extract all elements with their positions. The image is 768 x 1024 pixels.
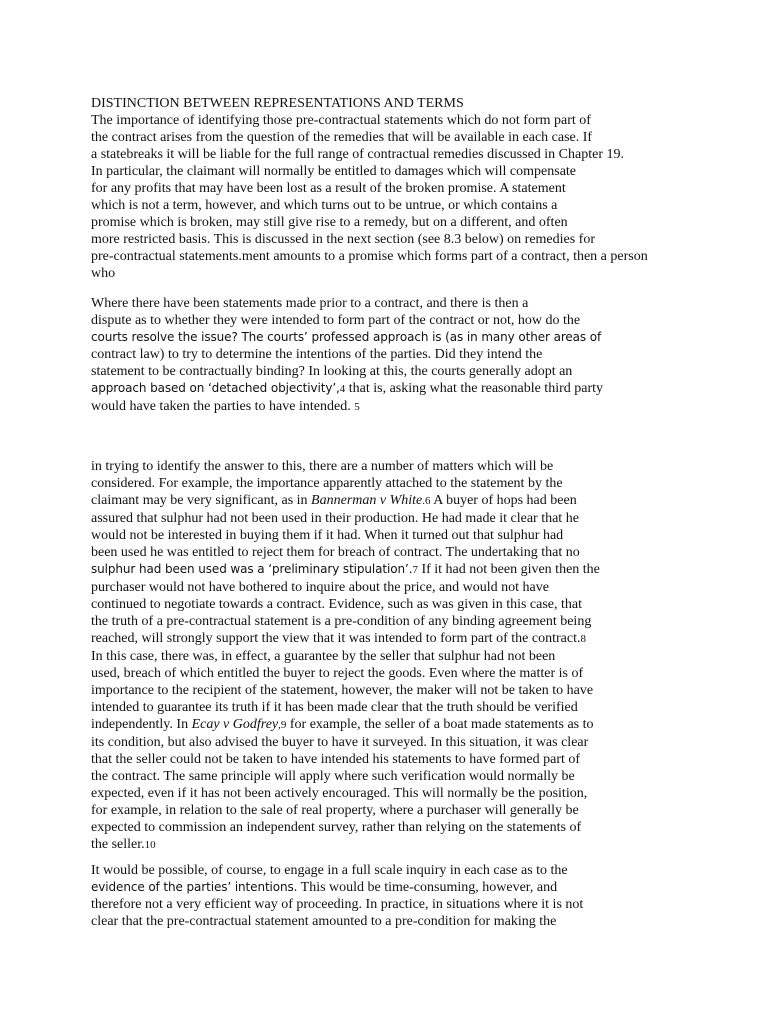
text-run: sulphur had been used was a ‘preliminary stipulation’. — [91, 562, 413, 576]
paragraph-1-line: more restricted basis. This is discussed in the next section (see 8.3 below) on remedies for — [91, 232, 596, 247]
case-name: Bannerman v White — [311, 493, 423, 508]
paragraph-3-line: the contract. The same principle will apply where such verification would normally be — [91, 769, 575, 784]
paragraph-1-line: the contract arises from the question of the remedies that will be available in each case. If — [91, 130, 593, 145]
paragraph-3-line: expected, even if it has not been actively encouraged. This will normally be the position, — [91, 786, 588, 801]
text-run: reached, will strongly support the view that it was intended to form part of the contract. — [91, 631, 581, 646]
paragraph-3-line: in trying to identify the answer to this, there are a number of matters which will be — [91, 459, 554, 474]
text-run: that is, asking what the reasonable third party — [345, 381, 604, 396]
text-run: approach based on ‘detached objectivity’, — [91, 381, 340, 395]
paragraph-1 — [91, 112, 648, 282]
paragraph-2-line — [91, 380, 603, 398]
paragraph-4-line: It would be possible, of course, to engage in a full scale inquiry in each case as to the — [91, 863, 568, 878]
case-name: Ecay v Godfrey — [191, 717, 279, 732]
paragraph-3-line: the truth of a pre-contractual statement is a pre-condition of any binding agreement being — [91, 614, 592, 629]
paragraph-3-line: purchaser would not have bothered to inquire about the price, and would not have — [91, 580, 549, 595]
paragraph-3-line: In this case, there was, in effect, a guarantee by the seller that sulphur had not been — [91, 649, 556, 664]
footnote-ref: 7 — [412, 564, 418, 576]
paragraph-3-line: continued to negotiate towards a contract. Evidence, such as was given in this case, that — [91, 597, 583, 612]
text-run: A buyer of hops had been — [430, 493, 577, 508]
paragraph-3-line: assured that sulphur had not been used in their production. He had made it clear that he — [91, 511, 579, 526]
paragraph-2-line: contract law) to try to determine the intentions of the parties. Did they intend the — [91, 347, 543, 362]
paragraph-2 — [91, 295, 603, 416]
footnote-ref: 4 — [339, 383, 346, 395]
paragraph-2-line: dispute as to whether they were intended to form part of the contract or not, how do the — [91, 313, 581, 328]
paragraph-3-line: its condition, but also advised the buyer to have it surveyed. In this situation, it was clear — [91, 735, 589, 750]
paragraph-3-line: that the seller could not be taken to have intended his statements to have formed part of — [91, 752, 581, 767]
section-block-1 — [91, 95, 648, 282]
text-run: If it had not been given then the — [417, 562, 600, 577]
footnote-ref: 5 — [354, 401, 360, 413]
text-run: would have taken the parties to have intended. — [91, 399, 355, 414]
paragraph-2-line: courts resolve the issue? The courts’ professed approach is (as in many other areas of — [91, 330, 602, 344]
paragraph-4 — [91, 862, 583, 930]
paragraph-3-line: expected to commission an independent survey, rather than relying on the statements of — [91, 820, 582, 835]
paragraph-2-line: statement to be contractually binding? In looking at this, the courts generally adopt an — [91, 364, 573, 379]
paragraph-2-line: Where there have been statements made prior to a contract, and there is then a — [91, 296, 529, 311]
paragraph-1-line: promise which is broken, may still give rise to a remedy, but on a different, and often — [91, 215, 568, 230]
footnote-ref: 8 — [580, 633, 586, 645]
paragraph-1-line: In particular, the claimant will normally be entitled to damages which will compensate — [91, 164, 577, 179]
section-heading: DISTINCTION BETWEEN REPRESENTATIONS AND TERMS — [91, 96, 464, 111]
paragraph-3-line: would not be interested in buying them if it had. When it turned out that sulphur had — [91, 528, 564, 543]
paragraph-3-line — [91, 716, 600, 734]
paragraph-3-line — [91, 836, 600, 854]
paragraph-4-line — [91, 879, 583, 896]
paragraph-3-line: considered. For example, the importance apparently attached to the statement by the — [91, 476, 563, 491]
paragraph-3-line — [91, 492, 600, 510]
paragraph-3 — [91, 458, 600, 854]
paragraph-1-line: The importance of identifying those pre-contractual statements which do not form part of — [91, 113, 591, 128]
paragraph-1-line: who — [91, 266, 116, 281]
paragraph-4-line: therefore not a very efficient way of proceeding. In practice, in situations where it is not — [91, 897, 584, 912]
paragraph-1-line: for any profits that may have been lost as a result of the broken promise. A statement — [91, 181, 566, 196]
paragraph-3-line — [91, 561, 600, 579]
text-run: claimant may be very significant, as in — [91, 493, 312, 508]
text-run: This would be time-consuming, however, and — [297, 880, 558, 895]
paragraph-3-line: intended to guarantee its truth if it has been made clear that the truth should be verified — [91, 700, 578, 715]
paragraph-1-line: pre-contractual statements.ment amounts to a promise which forms part of a contract, then a person — [91, 249, 648, 264]
text-run: evidence of the parties’ intentions. — [91, 880, 298, 894]
paragraph-1-line: a statebreaks it will be liable for the full range of contractual remedies discussed in Chapter 19. — [91, 147, 624, 162]
footnote-ref: ,9 — [278, 719, 287, 731]
paragraph-3-line: importance to the recipient of the statement, however, the maker will not be taken to have — [91, 683, 594, 698]
footnote-ref: .6 — [422, 495, 431, 507]
paragraph-1-line: which is not a term, however, and which turns out to be untrue, or which contains a — [91, 198, 558, 213]
paragraph-3-line — [91, 630, 600, 648]
text-run: the seller. — [91, 837, 145, 852]
paragraph-2-line — [91, 398, 603, 416]
paragraph-3-line: for example, in relation to the sale of real property, where a purchaser will generally be — [91, 803, 579, 818]
paragraph-4-line: clear that the pre-contractual statement amounted to a pre-condition for making the — [91, 914, 557, 929]
paragraph-3-line: been used he was entitled to reject them for breach of contract. The undertaking that no — [91, 545, 580, 560]
paragraph-3-line: used, breach of which entitled the buyer to reject the goods. Even where the matter is of — [91, 666, 584, 681]
footnote-ref: 10 — [144, 839, 156, 851]
text-run: independently. In — [91, 717, 192, 732]
text-run: for example, the seller of a boat made statements as to — [286, 717, 594, 732]
